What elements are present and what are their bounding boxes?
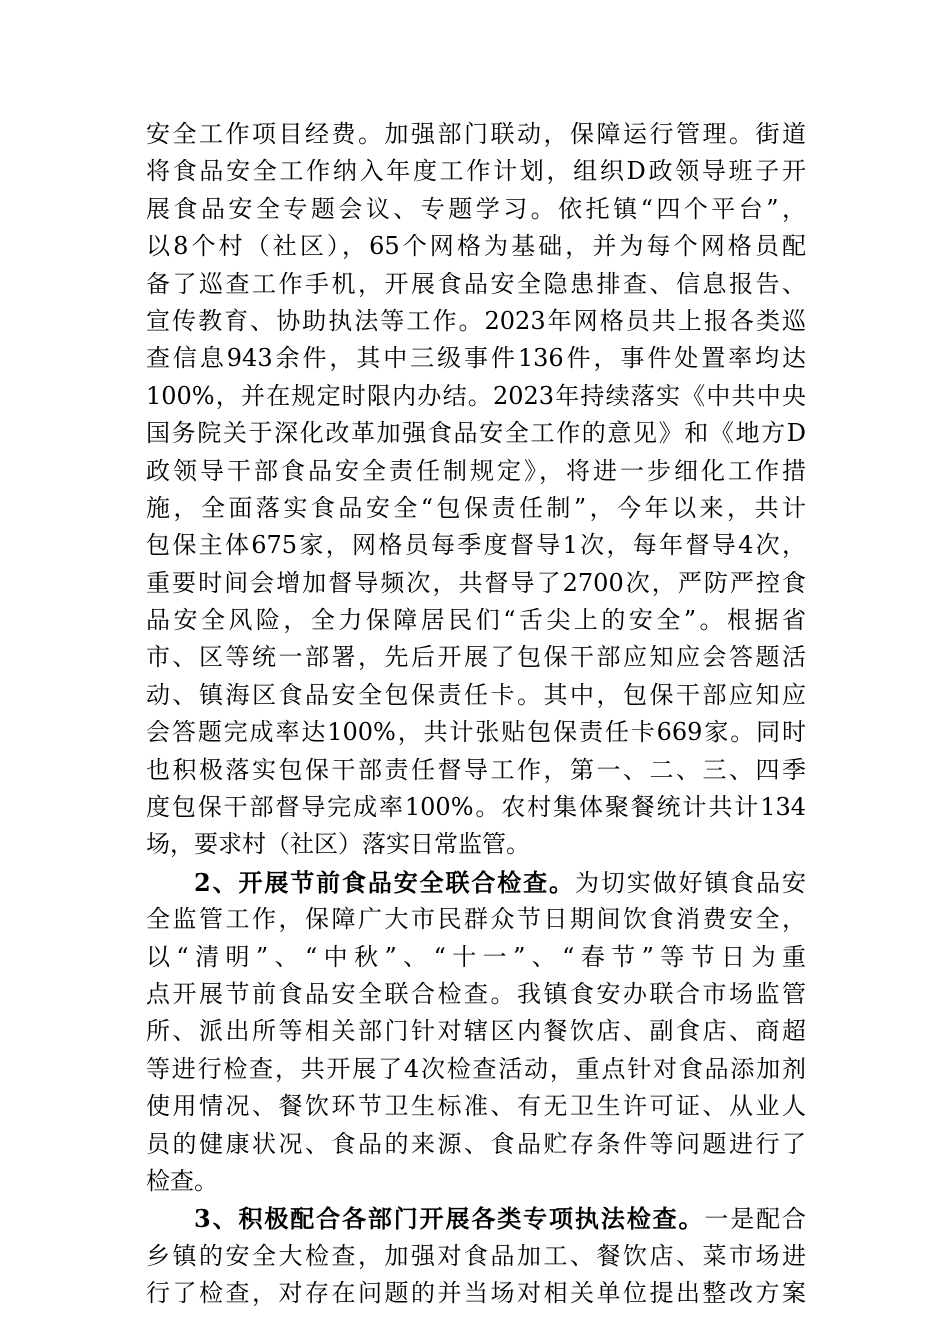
text-line: 市、区等统一部署，先后开展了包保干部应知应会答题活: [146, 643, 806, 672]
text-line: 也积极落实包保干部责任督导工作，第一、二、三、四季: [146, 755, 806, 784]
text-line: 将食品安全工作纳入年度工作计划，组织D政领导班子开: [146, 157, 806, 186]
text-line: 全监管工作，保障广大市民群众节日期间饮食消费安全，: [146, 905, 806, 934]
text-line: 国务院关于深化改革加强食品安全工作的意见》和《地方D: [146, 419, 806, 448]
text-line: 度包保干部督导完成率100%。农村集体聚餐统计共计134: [146, 793, 806, 822]
text-line: 乡镇的安全大检查，加强对食品加工、餐饮店、菜市场进: [146, 1241, 806, 1270]
text-line: 检查。: [146, 1166, 218, 1195]
text-line: 员的健康状况、食品的来源、食品贮存条件等问题进行了: [146, 1129, 806, 1158]
text-line: 政领导干部食品安全责任制规定》，将进一步细化工作措: [146, 456, 806, 485]
document-body: [146, 116, 806, 1313]
paragraph-3: [146, 1200, 806, 1312]
text-line: 安全工作项目经费。加强部门联动，保障运行管理。街道: [146, 120, 806, 148]
text-line: 以8个村（社区），65个网格为基础，并为每个网格员配: [146, 232, 806, 261]
text-line: 备了巡查工作手机，开展食品安全隐患排查、信息报告、: [146, 269, 806, 298]
text-line: 动、镇海区食品安全包保责任卡。其中，包保干部应知应: [146, 680, 806, 709]
text-line: 查信息943余件，其中三级事件136件，事件处置率均达: [146, 344, 806, 373]
text-line: 行了检查，对存在问题的并当场对相关单位提出整改方案: [146, 1279, 806, 1308]
text-line: 展食品安全专题会议、专题学习。依托镇“四个平台”，: [146, 194, 806, 223]
text-line: 所、派出所等相关部门针对辖区内餐饮店、副食店、商超: [146, 1017, 806, 1046]
text-line: 宣传教育、协助执法等工作。2023年网格员共上报各类巡: [146, 306, 806, 335]
paragraph-2: [146, 864, 806, 1201]
section-heading: 3、积极配合各部门开展各类专项执法检查。: [194, 1204, 705, 1234]
text-line: 等进行检查，共开展了4次检查活动，重点针对食品添加剂: [146, 1054, 806, 1083]
text-span: 一是配合: [704, 1205, 807, 1234]
text-line: 包保主体675家，网格员每季度督导1次，每年督导4次，: [146, 531, 806, 560]
text-line: 场，要求村（社区）落实日常监管。: [146, 830, 530, 859]
text-line: 以“清明”、“中秋”、“十一”、“春节”等节日为重: [146, 942, 806, 971]
text-line: 重要时间会增加督导频次，共督导了2700次，严防严控食: [146, 568, 806, 597]
text-line: 施，全面落实食品安全“包保责任制”，今年以来，共计: [146, 493, 806, 522]
text-line: [146, 1200, 806, 1237]
text-line: [146, 864, 806, 901]
text-line: 品安全风险，全力保障居民们“舌尖上的安全”。根据省: [146, 606, 806, 635]
text-line: 点开展节前食品安全联合检查。我镇食安办联合市场监管: [146, 979, 806, 1008]
text-line: 100%，并在规定时限内办结。2023年持续落实《中共中央: [146, 381, 806, 410]
paragraph-1: [146, 116, 806, 864]
text-span: 为切实做好镇食品安: [574, 868, 806, 897]
text-line: 使用情况、餐饮环节卫生标准、有无卫生许可证、从业人: [146, 1092, 806, 1121]
section-heading: 2、开展节前食品安全联合检查。: [194, 867, 575, 897]
text-line: 会答题完成率达100%，共计张贴包保责任卡669家。同时: [146, 718, 806, 747]
